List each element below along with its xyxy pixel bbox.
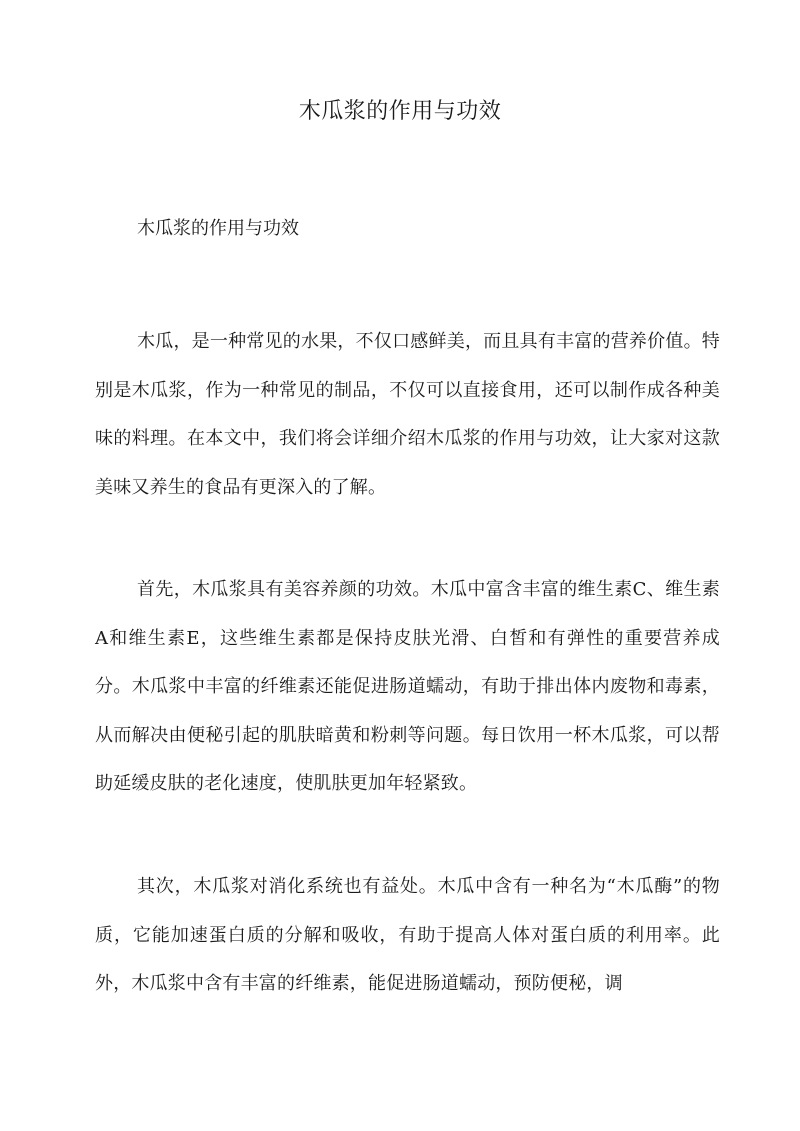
paragraph-intro: 木瓜，是一种常见的水果，不仅口感鲜美，而且具有丰富的营养价值。特别是木瓜浆，作为一种常见的制品，不仅可以直接食用，还可以制作成各种美味的料理。在本文中，我们将会详细介绍木瓜浆的作用与功效，让大家对这款美味又养生的食品有更深入的了解。 (95, 331, 720, 498)
paragraph-beauty: 首先，木瓜浆具有美容养颜的功效。木瓜中富含丰富的维生素C、维生素A和维生素E，这些维生素都是保持皮肤光滑、白皙和有弹性的重要营养成分。木瓜浆中丰富的纤维素还能促进肠道蠕动，有助于排出体内废物和毒素，从而解决由便秘引起的肌肤暗黄和粉刺等问题。每日饮用一杯木瓜浆，可以帮助延缓皮肤的老化速度，使肌肤更加年轻紧致。 (95, 579, 720, 794)
paragraph-digestion: 其次，木瓜浆对消化系统也有益处。木瓜中含有一种名为“木瓜酶”的物质，它能加速蛋白质的分解和吸收，有助于提高人体对蛋白质的利用率。此外，木瓜浆中含有丰富的纤维素，能促进肠道蠕动，预防便秘，调 (95, 876, 720, 994)
page-title: 木瓜浆的作用与功效 (298, 99, 502, 124)
section-subtitle: 木瓜浆的作用与功效 (137, 218, 299, 239)
